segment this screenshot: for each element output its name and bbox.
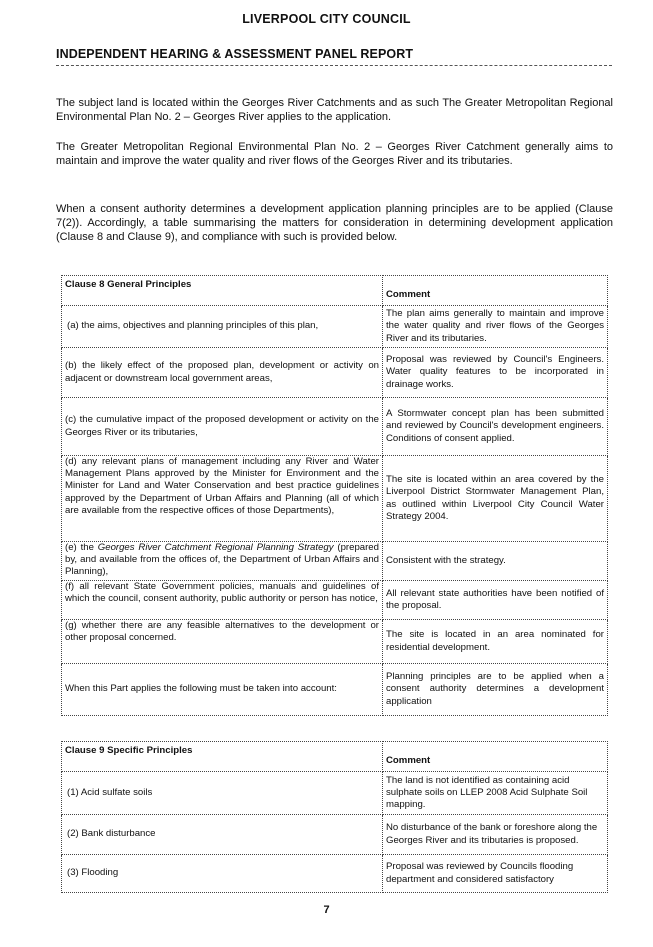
clause-9-table <box>61 741 608 893</box>
report-title: INDEPENDENT HEARING & ASSESSMENT PANEL REPORT <box>56 47 414 61</box>
principle-cell: When this Part applies the following must be taken into account: <box>62 664 383 716</box>
comment-heading: Comment <box>383 276 608 306</box>
principle-cell: (1) Acid sulfate soils <box>62 772 383 815</box>
principle-cell: (g) whether there are any feasible alternatives to the development or other proposal concerned. <box>62 620 383 664</box>
comment-cell: The land is not identified as containing acid sulphate soils on LLEP 2008 Acid Sulphate Soil mapping. <box>383 772 608 815</box>
principle-cell: (d) any relevant plans of management including any River and Water Management Plans approved by the Minister for Environment and the Minister for Land and Water Conservation and best practice guidelines approved by the Department of Urban Affairs and Planning (all of which are available from the respective offices of those Departments), <box>62 456 383 542</box>
comment-cell: Proposal was reviewed by Council's Engineers. Water quality features to be incorporated in drainage works. <box>383 348 608 398</box>
strategy-title: Georges River Catchment Regional Planning Strategy <box>97 542 334 553</box>
comment-cell: The site is located in an area nominated for residential development. <box>383 620 608 664</box>
paragraph-catchment: The subject land is located within the Georges River Catchments and as such The Greater Metropolitan Regional Environmental Plan No. 2 – Georges River applies to the application. <box>56 97 613 123</box>
table-row <box>62 620 608 664</box>
comment-cell: All relevant state authorities have been notified of the proposal. <box>383 581 608 620</box>
header-divider <box>56 65 612 66</box>
comment-cell: Proposal was reviewed by Councils flooding department and considered satisfactory <box>383 855 608 893</box>
principle-cell: (b) the likely effect of the proposed plan, development or activity on adjacent or downstream local government areas, <box>62 348 383 398</box>
table-row <box>62 815 608 855</box>
principle-cell: (a) the aims, objectives and planning principles of this plan, <box>62 306 383 348</box>
comment-cell: A Stormwater concept plan has been submitted and reviewed by Council's development engineers. Conditions of consent applied. <box>383 398 608 456</box>
principle-cell: (f) all relevant State Government policies, manuals and guidelines of which the council, consent authority, public authority or person has notice, <box>62 581 383 620</box>
page-number: 7 <box>323 904 330 916</box>
organisation-name: LIVERPOOL CITY COUNCIL <box>242 12 411 26</box>
table-row <box>62 456 608 542</box>
comment-cell: No disturbance of the bank or foreshore along the Georges River and its tributaries is proposed. <box>383 815 608 855</box>
table-row <box>62 855 608 893</box>
clause-8-table <box>61 275 608 716</box>
principle-cell: (c) the cumulative impact of the proposed development or activity on the Georges River or its tributaries, <box>62 398 383 456</box>
comment-heading: Comment <box>383 742 608 772</box>
comment-cell: The site is located within an area covered by the Liverpool District Stormwater Management Plan, as outlined within Liverpool City Council Water Strategy 2004. <box>383 456 608 542</box>
comment-cell: The plan aims generally to maintain and improve the water quality and river flows of the Georges River and its tributaries. <box>383 306 608 348</box>
table-row <box>62 664 608 716</box>
principle-cell: (e) the Georges River Catchment Regional Planning Strategy (prepared by, and available from the offices of, the Department of Urban Affairs and Planning), <box>62 542 383 581</box>
comment-cell: Consistent with the strategy. <box>383 542 608 581</box>
table-row <box>62 306 608 348</box>
table-row <box>62 542 608 581</box>
clause-8-heading: Clause 8 General Principles <box>62 276 383 306</box>
table-row <box>62 581 608 620</box>
table-row <box>62 348 608 398</box>
principle-cell: (2) Bank disturbance <box>62 815 383 855</box>
comment-cell: Planning principles are to be applied when a consent authority determines a development application <box>383 664 608 716</box>
paragraph-consent-authority: When a consent authority determines a development application planning principles are to be applied (Clause 7(2)). Accordingly, a table summarising the matters for consideration in determining development application (Clause 8 and Clause 9), and compliance with such is provided below. <box>56 203 613 243</box>
table-row <box>62 772 608 815</box>
paragraph-plan-aims: The Greater Metropolitan Regional Environmental Plan No. 2 – Georges River Catchment generally aims to maintain and improve the water quality and river flows of the Georges River and its tributaries. <box>56 141 613 167</box>
table-row <box>62 398 608 456</box>
table-header-row <box>62 276 608 306</box>
table-header-row <box>62 742 608 772</box>
clause-9-heading: Clause 9 Specific Principles <box>62 742 383 772</box>
principle-cell: (3) Flooding <box>62 855 383 893</box>
